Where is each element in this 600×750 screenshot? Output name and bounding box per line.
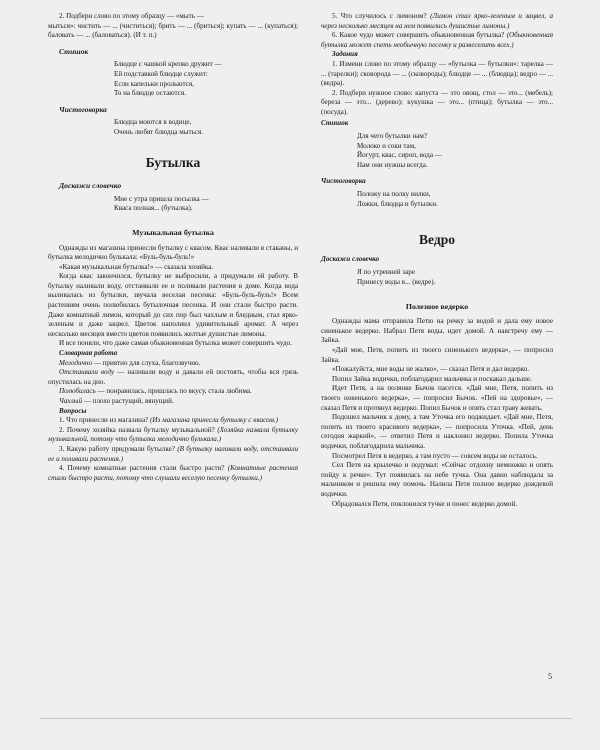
vocab-word: Отстаивали воду — [59, 368, 115, 377]
poem-line: Принесу воды в... (ведре). — [357, 278, 436, 287]
question-text: 4. Почему комнатные растения стали быстро расти? — [59, 464, 228, 473]
poem-line: Ей подставкой блюдце служит: — [114, 69, 208, 78]
poem — [357, 132, 553, 170]
riddle — [357, 268, 553, 287]
question-text: 3. Какую работу придумали бутылке? — [59, 444, 178, 453]
vocab-def: — приятно для слуха, благозвучно. — [92, 358, 201, 367]
poem-line: Положу на полку вилки, — [357, 190, 431, 199]
section-title-vedro: Ведро — [419, 232, 455, 248]
story-paragraph: Однажды мама отправила Петю на речку за водой и дала ему новое синенькое ведерко. Набрал Петя воды, идет домой. А навстречу ему — Зайка. — [321, 317, 553, 345]
story-title: Музыкальная бутылка — [132, 227, 214, 237]
doskazhi-heading: Доскажи словечко — [59, 181, 122, 191]
poem-line: Если капельки прольются, — [114, 79, 194, 88]
vocab-def: — понравилась, пришлась по вкусу, стала любима. — [95, 387, 252, 396]
poem-line: Для чего бутылки нам? — [357, 132, 428, 141]
tongue-twister — [357, 190, 553, 209]
question — [48, 426, 298, 445]
task-text: 2. Подбери нужное слово: капуста — это овощ, стол — это... (мебель); береза — это... (дерево); кукушка — это... (птица); бутылка — это... (посуда). — [321, 88, 553, 116]
vocab-entry — [48, 359, 298, 369]
stishok-heading: Стишок — [59, 46, 89, 56]
chistogovorka-heading: Чистоговорка — [321, 176, 366, 185]
section-title-butylka: Бутылка — [145, 154, 201, 170]
story-paragraph: Обрадовался Петя, поклонился тучке и понес ведерко домой. — [332, 499, 518, 508]
vocab-word: Мелодично — [59, 358, 92, 367]
story-paragraph: Когда квас закончился, бутылку не выбросили, а придумали ей работу. В бутылку наливали воду, отстаивали ее и поливали растения в доме. Когда вода выливалась из бутылки, звучала веселая песенка: «Буль-буль-буль!» Всем растениям очень полюбилась бутылочная песенка. И они стали быстро расти. Даже комнатный лимон, который до сих пор был чахлым и бледным, стал ярко-зеленым и даже зацвел. Цветок наполнил удивительный аромат. А через несколько месяцев вместо цветов появились желтые душистые лимоны. — [48, 272, 298, 338]
right-column — [321, 12, 553, 509]
page-edge-line — [40, 718, 572, 719]
poem-line: То на блюдце остаются. — [114, 89, 186, 98]
question — [48, 416, 298, 426]
questions-heading: Вопросы — [59, 406, 87, 415]
vocab-entry — [48, 397, 298, 407]
vocab-word: Чахлый — [59, 397, 83, 405]
question — [321, 12, 553, 31]
poem-line: Кваса полная... (бутылка). — [114, 204, 193, 213]
question — [321, 31, 553, 50]
question-text: 2. Почему хозяйка назвала бутылку музыкальной? — [59, 425, 218, 434]
vocab-def: — плохо растущий, вянущий. — [82, 397, 174, 405]
poem-line: Очень любят блюдца мыться. — [114, 127, 204, 136]
answer-text: (Обыкновенная бутылка может спеть необычную песенку и развеселить всех.) — [321, 31, 553, 49]
vocab-word: Полюбилась — [59, 387, 96, 396]
question-text: 5. Что случилось с лимоном? — [332, 12, 431, 20]
vocab-entry — [48, 368, 298, 387]
poem-line: Блюдца моются в водице, — [114, 118, 192, 127]
story-paragraph: Посмотрел Петя в ведерко, а там пусто — совсем воды не осталось. — [332, 451, 538, 460]
story-title: Полезное ведерко — [405, 301, 469, 311]
story-paragraph: «Пожалуйста, мне воды не жалко», — сказал Петя и дал ведерко. — [332, 365, 530, 374]
vocabulary-heading: Словарная работа — [59, 349, 118, 358]
answer-text: (Лимон стал ярко-зеленым и зацвел, а через несколько месяцев на нем появились душистые лимоны.) — [321, 12, 554, 30]
tongue-twister — [114, 118, 298, 137]
poem-line: Блюдце с чашкой крепко дружит — — [114, 60, 222, 69]
poem — [114, 60, 298, 98]
vocab-entry — [48, 387, 298, 397]
question — [48, 464, 298, 483]
stishok-heading: Стишок — [321, 118, 349, 127]
answer-text: (Из магазина принесли бутылку с квасом.) — [150, 416, 279, 425]
task-text: 2. Подбери слово по этому образцу — «мыть — — [59, 12, 204, 20]
story-paragraph: Однажды из магазина принесли бутылку с квасом. Квас наливали в стаканы, и бутылка мелодично булькала: «Буль-буль-буль!» — [48, 243, 298, 262]
task-text: 1. Измени слово по этому образцу — «бутылка — бутылки»: тарелка — ... (тарелки); сковорода — ... (сковороды); блюдце — ... (блюдца); ведро — ... (ведра). — [321, 59, 553, 88]
page-number: 5 — [548, 672, 552, 681]
vocab-def: — наливали воду и давали ей постоять, чтобы вся грязь опустилась на дно. — [48, 368, 298, 386]
tasks-heading: Задания — [332, 50, 358, 59]
story-paragraph: И все поняли, что даже самая обыкновенная бутылка может совершить чудо. — [59, 339, 292, 348]
question — [48, 445, 298, 464]
riddle — [114, 195, 298, 214]
poem-line: Нам они нужны всегда. — [357, 160, 428, 169]
poem-line: Ложки, блюдца и бутылки. — [357, 199, 438, 208]
answer-text: (Комнатные растения стали быстро расти, потому что слушали веселую песенку бутылки.) — [48, 464, 298, 482]
answer-text: (Хозяйка назвала бутылку музыкальной, потому что бутылка мелодично булькала.) — [48, 425, 298, 444]
story-paragraph: «Дай мне, Петя, попить из твоего синенького ведерка», — попросил Зайка. — [321, 346, 553, 364]
poem-line: Молоко и соки там, — [357, 141, 416, 150]
poem-line: Я по утренней заре — [357, 268, 416, 277]
left-column — [48, 12, 298, 483]
question-text: 1. Что принесли из магазина? — [59, 416, 151, 425]
doskazhi-heading: Доскажи словечко — [321, 254, 380, 263]
poem-line: Мне с утра пришла посылка — — [114, 194, 209, 203]
story-paragraph: Подошел мальчик к дому, а там Уточка его поджидает. «Дай мне, Петя, попить из твоего красивого ведерка», — попросила Уточка. «Пей, день сегодня жаркий», — ответил Петя и наклонил ведерко. Попила Уточка водички, поблагодарила мальчика. — [321, 413, 553, 450]
poem-line: Йогурт, квас, сироп, вода — — [357, 151, 442, 160]
story-paragraph: Идет Петя, а на полянке Бычок пасется. «Дай мне, Петя, попить из твоего новенького ведерка», — попросил Бычок. «Пей на здоровье», — сказал Петя и протянул ведерко. Попил Бычок и опять стал траву жевать. — [321, 384, 553, 412]
question-text: 6. Какое чудо может совершить обыкновенная бутылка? — [332, 31, 507, 40]
story-paragraph: «Какая музыкальная бутылка!» — сказала хозяйка. — [59, 262, 214, 271]
chistogovorka-heading: Чистоговорка — [59, 104, 107, 114]
task-text: мыться»: чистить — ... (чиститься); брить — ... (бриться); купать — ... (купаться); баловать — ... (баловаться). (И т. п.) — [48, 21, 298, 40]
story-paragraph: Сел Петя на крылечко и подумал: «Сейчас отдохну немножко и опять пойду к речке». Тут появилась на небе тучка. Она давно наблюдала за мальчиком и решила ему помочь. Налила Петя полное ведерко дождевой водички. — [321, 461, 553, 498]
story-paragraph: Попил Зайка водички, поблагодарил мальчика и поскакал дальше. — [332, 374, 532, 383]
answer-text: (В бутылку наливали воду, отстаивали ее и поливали растения.) — [48, 444, 298, 463]
